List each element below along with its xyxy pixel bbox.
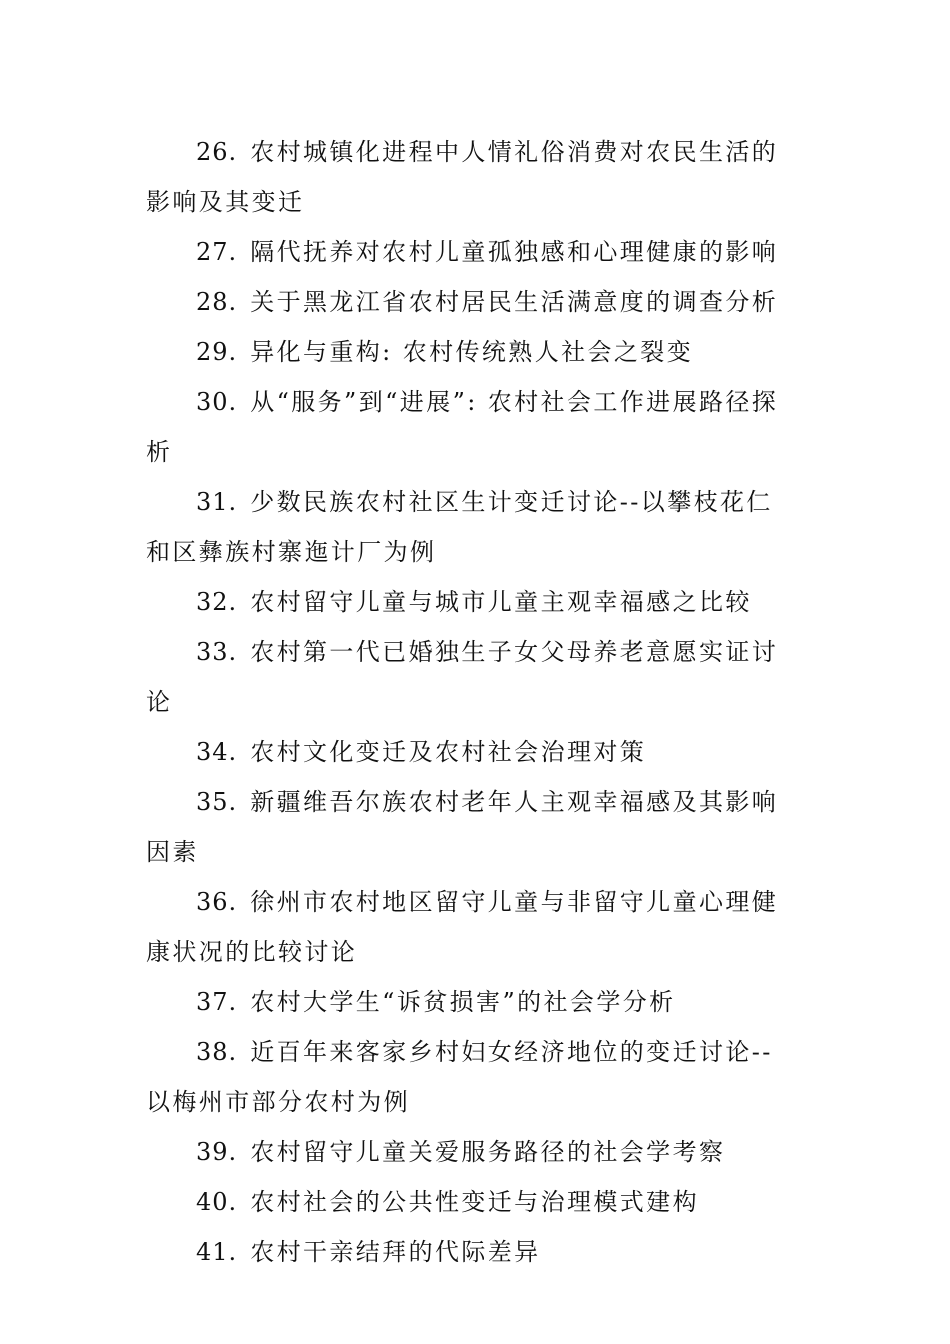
item-number: 41 . (196, 1238, 250, 1266)
item-text: 农村文化变迁及农村社会治理对策 (250, 738, 647, 766)
item-text: 农村第一代已婚独生子女父母养老意愿实证讨论 (146, 638, 779, 716)
item-number: 28 . (196, 288, 250, 316)
item-text: 隔代抚养对农村儿童孤独感和心理健康的影响 (250, 238, 779, 266)
item-number: 35 . (196, 788, 250, 816)
item-text: 农村社会的公共性变迁与治理模式建构 (250, 1188, 699, 1216)
item-text: 异化与重构: 农村传统熟人社会之裂变 (250, 338, 694, 366)
item-text: 徐州市农村地区留守儿童与非留守儿童心理健康状况的比较讨论 (146, 888, 779, 966)
item-number: 40 . (196, 1188, 250, 1216)
item-number: 30 . (196, 388, 250, 416)
item-text: 农村城镇化进程中人情礼俗消费对农民生活的影响及其变迁 (146, 138, 779, 216)
list-item (146, 477, 796, 577)
item-number: 34 . (196, 738, 250, 766)
list-item (146, 377, 796, 477)
item-number: 36 . (196, 888, 250, 916)
item-number: 27 . (196, 238, 250, 266)
item-text: 农村留守儿童与城市儿童主观幸福感之比较 (250, 588, 752, 616)
list-item (146, 1227, 796, 1277)
list-item (146, 577, 796, 627)
item-number: 26 . (196, 138, 250, 166)
item-number: 38 . (196, 1038, 250, 1066)
item-text: 农村大学生“诉贫损害”的社会学分析 (250, 988, 676, 1016)
topic-list (146, 127, 796, 1277)
item-number: 37 . (196, 988, 250, 1016)
item-number: 29 . (196, 338, 250, 366)
list-item (146, 227, 796, 277)
list-item (146, 277, 796, 327)
item-text: 关于黑龙江省农村居民生活满意度的调查分析 (250, 288, 779, 316)
list-item (146, 327, 796, 377)
item-number: 39 . (196, 1138, 250, 1166)
item-text: 农村干亲结拜的代际差异 (250, 1238, 541, 1266)
list-item (146, 1127, 796, 1177)
item-text: 从“服务”到“进展”: 农村社会工作进展路径探析 (146, 388, 779, 466)
item-text: 近百年来客家乡村妇女经济地位的变迁讨论--以梅州市部分农村为例 (146, 1038, 773, 1116)
item-text: 新疆维吾尔族农村老年人主观幸福感及其影响因素 (146, 788, 779, 866)
list-item (146, 877, 796, 977)
item-number: 31 . (196, 488, 250, 516)
item-text: 少数民族农村社区生计变迁讨论--以攀枝花仁和区彝族村寨迤计厂为例 (146, 488, 773, 566)
list-item (146, 777, 796, 877)
list-item (146, 127, 796, 227)
item-number: 32 . (196, 588, 250, 616)
list-item (146, 1027, 796, 1127)
list-item (146, 727, 796, 777)
item-number: 33 . (196, 638, 250, 666)
list-item (146, 1177, 796, 1227)
list-item (146, 627, 796, 727)
item-text: 农村留守儿童关爱服务路径的社会学考察 (250, 1138, 726, 1166)
list-item (146, 977, 796, 1027)
